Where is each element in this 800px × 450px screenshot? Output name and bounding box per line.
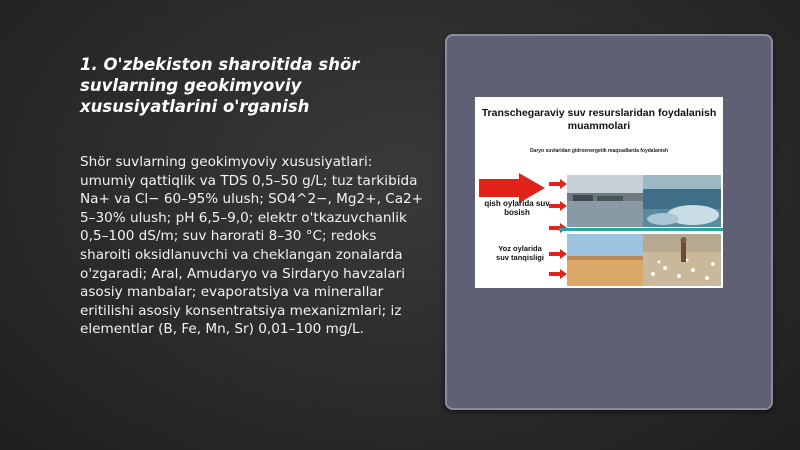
flood-photo-1 [567,175,643,227]
slide-body-text: Shör suvlarning geokimyoviy xususiyatlari: umumiy qattiqlik va TDS 0,5–50 g/L; tuz tarkibida Na+ va Cl− 60–95% ulush; SO4^2−, Mg2+, Ca2+ 5–30% ulush; pH 6,5–9,0; elektr o'tkazuvchanlik 0,5–100 dS/m; suv harorati 8–30 °C; redoks sharoiti oksidlanuvchi va cheklangan zonalarda o'zgaradi; Aral, Amudaryo va Sirdaryo havzalari asosiy manbalar; evaporatsiya va minerallar eritilishi asosiy konsentratsiya mexanizmlari; iz elementlar (B, Fe, Mn, Sr) 0,01–100 mg/L. [80,154,424,338]
winter-flooding-label: qish oylarida suv bosish [484,199,550,217]
summer-shortage-label: Yoz oylarida suv tanqisligi [496,244,544,262]
figure-subtitle: Daryo suvlaridan gidroenergetik maqsadlarda foydalanish [529,148,669,154]
drought-photo-2 [643,234,721,286]
drought-photo-1 [567,234,643,286]
figure-image [475,97,723,288]
figure-title: Transchegaraviy suv resurslaridan foydalanish muammolari [481,107,717,132]
section-divider [559,228,723,231]
slide-title: 1. O'zbekiston sharoitida shör suvlarning geokimyoviy xususiyatlarini o'rganish [80,55,360,116]
flood-photo-2 [643,175,721,227]
